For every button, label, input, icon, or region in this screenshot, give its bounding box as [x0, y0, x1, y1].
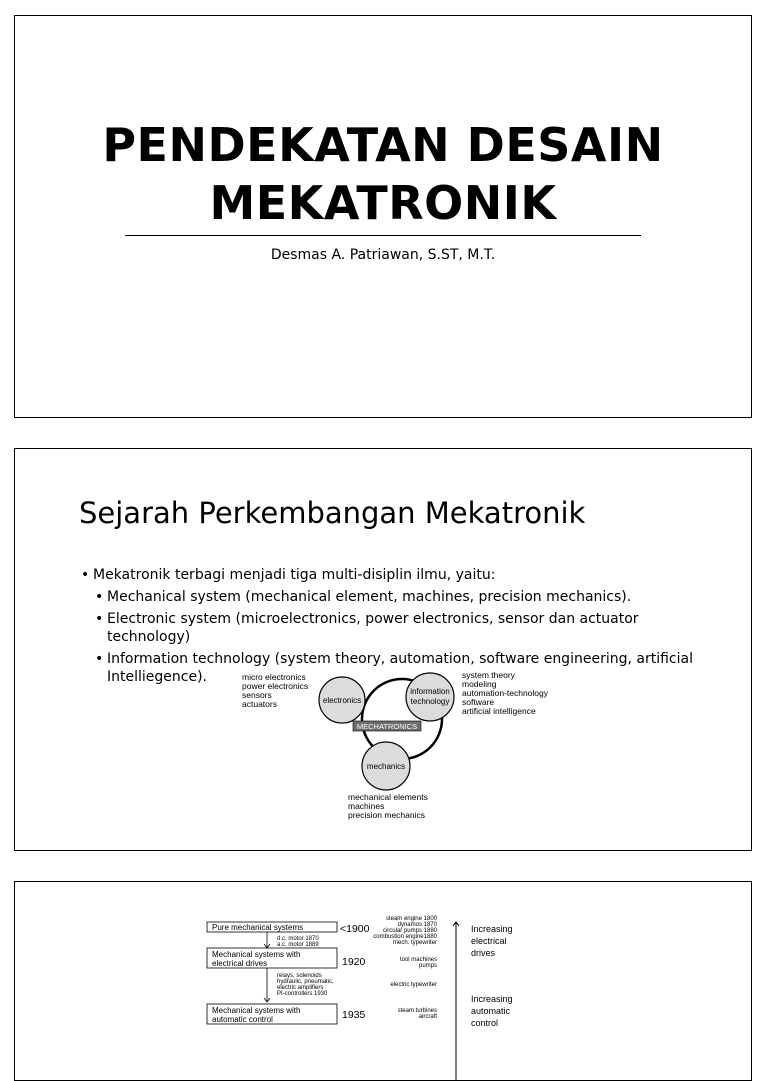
example-1: steam engine 1800	[385, 916, 437, 922]
bullet-mechanical: • Mechanical system (mechanical element, machines, precision mechanics).	[95, 588, 721, 606]
left-label-2: power electronics	[242, 681, 309, 691]
slide-title	[15, 116, 751, 232]
year-2: 1920	[342, 956, 366, 968]
box2-line1: Mechanical systems with	[212, 950, 301, 959]
bottom-label-3: precision mechanics	[348, 810, 426, 820]
right-label-3: automation-technology	[462, 688, 549, 698]
bullet-main: • Mekatronik terbagi menjadi tiga multi-disiplin ilmu, yaitu:	[81, 566, 721, 584]
arrow-label-3: relays, solenoids	[277, 973, 322, 979]
mechanics-label: mechanics	[366, 762, 406, 771]
author-name: Desmas A. Patriawan, S.ST, M.T.	[270, 247, 496, 263]
right-label-2: modeling	[462, 679, 497, 689]
example-8: electric typewriter	[390, 982, 437, 988]
example-5: mech. typewriter	[392, 940, 437, 946]
electronics-label: electronics	[322, 696, 362, 705]
right-2-line3: control	[471, 1018, 499, 1028]
mechatronics-diagram	[15, 449, 752, 851]
box1-label: Pure mechanical systems	[212, 923, 304, 932]
right-2-line2: automatic	[471, 1006, 511, 1016]
arrow-label-2: a.c. motor 1889	[277, 942, 319, 948]
bottom-label-1: mechanical elements	[348, 792, 428, 802]
arrow-label-6: PI-controllers 1930	[277, 991, 328, 997]
right-label-5: artificial intelligence	[462, 706, 536, 716]
year-1: <1900	[340, 923, 370, 935]
bullet-electronic: • Electronic system (microelectronics, power electronics, sensor dan actuator technology)	[95, 610, 721, 646]
right-1-line3: drives	[471, 948, 496, 958]
bullet-information: • Information technology (system theory, automation, software engineering, artificial Intelliegence).	[95, 650, 721, 686]
example-10: aircraft	[418, 1014, 437, 1020]
example-3: circular pumps 1880	[382, 928, 437, 934]
example-2: dynamos 1870	[397, 922, 437, 928]
title-divider	[125, 235, 641, 236]
slide-3	[14, 881, 752, 1081]
left-label-4: actuators	[242, 699, 277, 709]
slide-heading: Sejarah Perkembangan Mekatronik	[79, 496, 586, 530]
example-9: steam turbines	[397, 1008, 437, 1014]
slide-2	[14, 448, 752, 851]
title-line-1: PENDEKATAN DESAIN	[102, 118, 664, 172]
right-2-line1: Increasing	[471, 994, 513, 1004]
left-label-1: micro electronics	[242, 672, 306, 682]
title-line-2: MEKATRONIK	[209, 176, 557, 230]
mechatronics-label: MECHATRONICS	[356, 722, 418, 731]
right-1-line1: Increasing	[471, 924, 513, 934]
information-label: information	[410, 687, 450, 696]
history-diagram	[15, 882, 752, 1081]
year-3: 1935	[342, 1009, 366, 1021]
slide-1	[14, 15, 752, 418]
example-6: tool machines	[399, 957, 437, 963]
arrow-label-1: d.c. motor 1870	[277, 936, 319, 942]
technology-label: technology	[410, 697, 450, 706]
arrow-label-5: electric amplifiers	[277, 985, 324, 991]
example-7: pumps	[418, 963, 437, 969]
right-label-4: software	[462, 697, 495, 707]
box2-line2: electrical drives	[212, 959, 268, 968]
box3-line1: Mechanical systems with	[212, 1006, 301, 1015]
right-1-line2: electrical	[471, 936, 507, 946]
arrow-label-4: hydraulic, pneumatic,	[277, 979, 334, 985]
right-label-1: system theory	[462, 670, 515, 680]
left-label-3: sensors	[242, 690, 272, 700]
example-4: combustion engine1880	[373, 934, 437, 940]
bottom-label-2: machines	[348, 801, 385, 811]
box3-line2: automatic control	[212, 1015, 273, 1024]
